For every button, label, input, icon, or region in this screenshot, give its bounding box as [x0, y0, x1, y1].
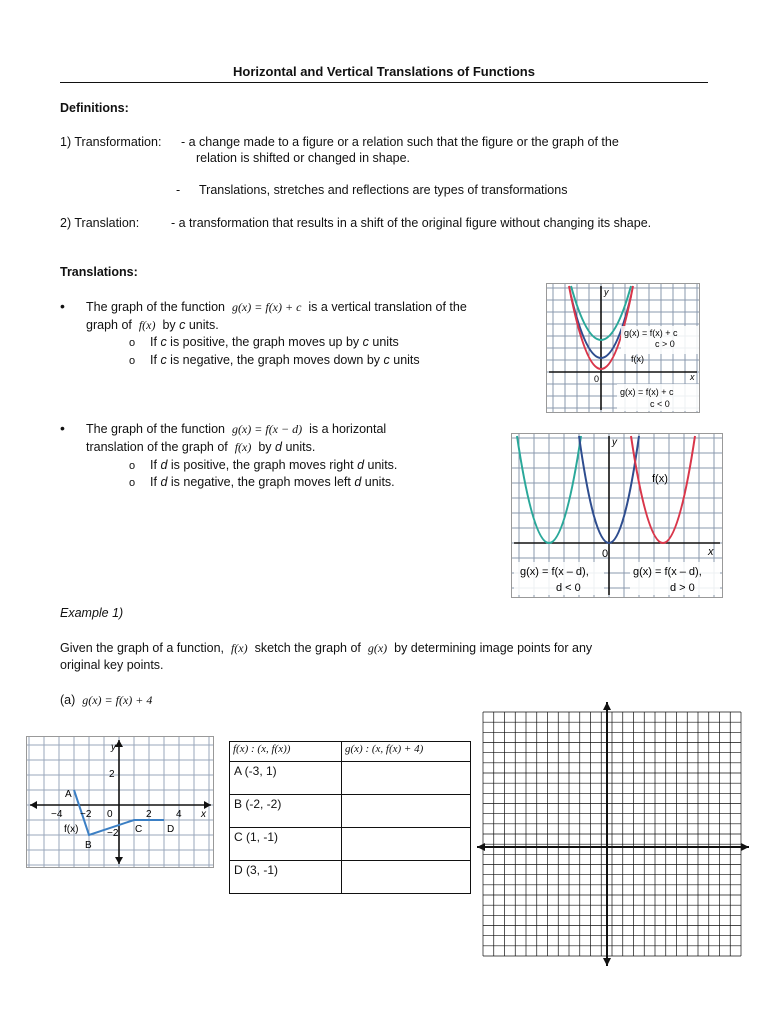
vertical-graph-label-down: g(x) = f(x) + c	[620, 387, 674, 397]
example-fx: f(x)	[230, 641, 248, 655]
vertical-sub1-var2: c	[362, 335, 369, 349]
vertical-graph-label-f: f(x)	[631, 354, 644, 364]
horizontal-graph-x-label: x	[708, 546, 714, 558]
vertical-line2-var: c	[179, 318, 186, 332]
vertical-line2-pre: graph of	[86, 318, 132, 332]
horizontal-graph-label-left: g(x) = f(x – d),	[520, 566, 589, 578]
example-text-pre: Given the graph of a function,	[60, 641, 224, 655]
table-row	[230, 828, 471, 861]
table-cell-g-input[interactable]	[342, 828, 471, 861]
vertical-translation-line2	[86, 318, 219, 333]
horizontal-translation-line2	[86, 440, 315, 455]
table-cell-f: A (-3, 1)	[230, 762, 342, 795]
table-cell-g-input[interactable]	[342, 795, 471, 828]
definition-2-text: - a transformation that results in a shift of the original figure without changing its shape.	[171, 216, 652, 230]
definition-1-label: 1) Transformation:	[60, 135, 162, 149]
blank-grid-x-arrow-right	[741, 843, 749, 851]
horizontal-sub1-var: d	[160, 458, 168, 472]
horizontal-sub1	[150, 458, 397, 472]
title-rule	[60, 82, 708, 83]
example-text-line2: original key points.	[60, 658, 164, 672]
sub-bullet-marker: o	[129, 477, 136, 489]
example-part-label: (a)	[60, 693, 76, 707]
horizontal-graph-label-f: f(x)	[652, 473, 668, 485]
horizontal-graph-label-left-cond: d < 0	[556, 582, 581, 594]
blank-coordinate-grid[interactable]	[475, 700, 751, 968]
definition-2-label: 2) Translation:	[60, 216, 140, 230]
vertical-graph-origin: 0	[594, 374, 600, 384]
vertical-graph-y-label: y	[604, 287, 609, 297]
fx-graph-label-fx: f(x)	[64, 824, 79, 835]
table-header-row	[230, 742, 471, 762]
vertical-translation-line1	[86, 300, 467, 315]
horizontal-sub2-pre: If	[150, 475, 157, 489]
horizontal-line2-fx: f(x)	[234, 440, 252, 454]
table-cell-g-input[interactable]	[342, 762, 471, 795]
fx-graph-tick-0: 0	[107, 809, 113, 820]
fx-graph-point-b: B	[85, 840, 92, 851]
example-text-line1	[60, 641, 592, 656]
horizontal-sub2-var2: d	[354, 475, 362, 489]
fx-graph-x-arrow-right	[204, 801, 211, 809]
vertical-lead-text: The graph of the function	[86, 300, 225, 314]
horizontal-sub1-pre: If	[150, 458, 157, 472]
definitions-heading: Definitions:	[60, 101, 129, 115]
example-part-a	[60, 693, 152, 708]
vertical-sub1-pre: If	[150, 335, 157, 349]
table-row	[230, 762, 471, 795]
fx-graph-y-label: y	[111, 742, 116, 753]
blank-grid-lines	[483, 712, 741, 956]
table-header-f: f(x) : (x, f(x))	[230, 742, 342, 762]
vertical-sub2-post: is negative, the graph moves down by	[170, 353, 381, 367]
table-cell-f: B (-2, -2)	[230, 795, 342, 828]
vertical-line2-by: by	[162, 318, 176, 332]
table-cell-g-input[interactable]	[342, 861, 471, 894]
example-text-post: by determining image points for any	[394, 641, 593, 655]
translations-heading: Translations:	[60, 265, 138, 279]
table-cell-f: C (1, -1)	[230, 828, 342, 861]
horizontal-sub1-end: units.	[367, 458, 398, 472]
bullet-marker: •	[60, 420, 65, 436]
horizontal-line2-var: d	[275, 440, 282, 454]
vertical-sub2-pre: If	[150, 353, 157, 367]
page-title: Horizontal and Vertical Translations of Functions	[233, 64, 535, 79]
horizontal-sub2-end: units.	[364, 475, 395, 489]
blank-grid-x-arrow-left	[477, 843, 485, 851]
table-cell-f: D (3, -1)	[230, 861, 342, 894]
vertical-graph-label-down-cond: c < 0	[650, 399, 670, 409]
vertical-sub1	[150, 335, 399, 349]
example-part-formula: g(x) = f(x) + 4	[82, 693, 153, 707]
fx-graph-x-label: x	[201, 809, 206, 820]
vertical-sub2-var: c	[160, 353, 167, 367]
table-row	[230, 861, 471, 894]
bullet-marker: •	[60, 298, 65, 314]
vertical-graph-label-up: g(x) = f(x) + c	[624, 328, 678, 338]
definition-1-text: - a change made to a figure or a relation such that the figure or the graph of the	[181, 135, 619, 149]
example-label: Example 1)	[60, 606, 124, 620]
vertical-mid-text: is a vertical translation of the	[308, 300, 467, 314]
blank-grid-y-arrow-up	[603, 702, 611, 710]
horizontal-sub2-post: is negative, the graph moves left	[170, 475, 351, 489]
vertical-sub1-post: is positive, the graph moves up by	[170, 335, 360, 349]
horizontal-graph-label-right: g(x) = f(x – d),	[633, 566, 702, 578]
vertical-sub1-var: c	[160, 335, 167, 349]
horizontal-graph-origin: 0	[602, 548, 609, 560]
horizontal-sub2-var: d	[160, 475, 168, 489]
fx-graph-point-a: A	[65, 789, 72, 800]
horizontal-graph-y-label: y	[612, 437, 617, 448]
definition-1-text-continued: relation is shifted or changed in shape.	[196, 151, 411, 165]
horizontal-graph-label-right-cond: d > 0	[670, 582, 695, 594]
horizontal-graph-curve-right	[631, 436, 695, 543]
horizontal-line2-by: by	[258, 440, 272, 454]
example-gx: g(x)	[367, 641, 388, 655]
sub-bullet-marker: o	[129, 337, 136, 349]
horizontal-translation-graph	[511, 433, 723, 598]
vertical-sub2	[150, 353, 420, 367]
fx-graph-tick-ym2: −2	[107, 828, 119, 839]
vertical-sub2-end: units	[393, 353, 420, 367]
vertical-translation-graph	[546, 283, 700, 413]
fx-graph-tick-xm4: −4	[51, 809, 63, 820]
horizontal-formula: g(x) = f(x − d)	[231, 422, 303, 436]
fx-graph-point-d: D	[167, 824, 175, 835]
horizontal-sub1-post: is positive, the graph moves right	[170, 458, 354, 472]
fx-graph	[26, 736, 214, 868]
fx-graph-point-c: C	[135, 824, 143, 835]
vertical-sub1-end: units	[372, 335, 399, 349]
sub-bullet-marker: o	[129, 460, 136, 472]
fx-graph-tick-x2: 2	[146, 809, 152, 820]
fx-graph-y-arrow-up	[115, 740, 123, 747]
image-points-table	[229, 741, 471, 894]
horizontal-line2-pre: translation of the graph of	[86, 440, 228, 454]
horizontal-sub1-var2: d	[357, 458, 365, 472]
horizontal-line2-units: units.	[285, 440, 316, 454]
horizontal-sub2	[150, 475, 395, 489]
vertical-line2-fx: f(x)	[138, 318, 156, 332]
fx-graph-grid	[27, 737, 213, 867]
fx-graph-tick-y2: 2	[109, 769, 115, 780]
definition-1-note-dash: -	[176, 183, 181, 197]
vertical-formula: g(x) = f(x) + c	[231, 300, 302, 314]
vertical-line2-units: units.	[188, 318, 219, 332]
vertical-sub2-var2: c	[383, 353, 390, 367]
table-header-g: g(x) : (x, f(x) + 4)	[342, 742, 471, 762]
horizontal-translation-line1	[86, 422, 386, 437]
fx-graph-x-arrow-left	[30, 801, 37, 809]
fx-graph-tick-x4: 4	[176, 809, 182, 820]
sub-bullet-marker: o	[129, 355, 136, 367]
vertical-graph-x-label: x	[690, 372, 695, 382]
blank-grid-y-arrow-down	[603, 958, 611, 966]
fx-graph-y-arrow-down	[115, 857, 123, 864]
vertical-graph-label-up-cond: c > 0	[655, 339, 675, 349]
horizontal-lead-text: The graph of the function	[86, 422, 225, 436]
fx-graph-tick-xm2: −2	[80, 809, 92, 820]
horizontal-mid-text: is a horizontal	[309, 422, 387, 436]
table-row	[230, 795, 471, 828]
example-text-mid: sketch the graph of	[254, 641, 361, 655]
definition-1-note: Translations, stretches and reflections are types of transformations	[199, 183, 568, 197]
